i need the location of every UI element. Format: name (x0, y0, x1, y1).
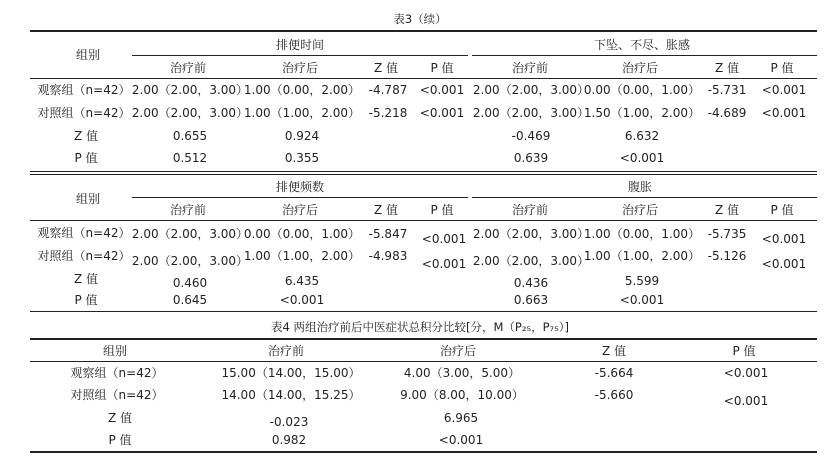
table-row-label: 对照组（n=42） (70, 388, 164, 402)
p-row-label: P 值 (74, 151, 98, 165)
block-b-header-after-b: 治疗后 (621, 203, 659, 217)
block-b-header-p: P 值 (430, 203, 454, 217)
table-row-label: 观察组（n=42） (37, 83, 131, 97)
table-cell: 5.599 (624, 274, 660, 288)
table-cell: 0.639 (513, 151, 549, 165)
table4-header-after: 治疗后 (439, 344, 477, 358)
table-cell: 1.00（0.00，1.00） (583, 227, 701, 241)
block-b-header-before-b: 治疗前 (511, 203, 549, 217)
block-b-header-p-b: P 值 (770, 203, 794, 217)
table-cell: <0.001 (619, 151, 665, 165)
block-b-header-z-b: Z 值 (714, 203, 740, 217)
block-b-bottom-rule (30, 311, 817, 312)
table-row-label: 对照组（n=42） (37, 249, 131, 263)
table4-bottom-rule (30, 451, 817, 453)
block-b-top-rule-1 (30, 171, 817, 172)
block-a-header-after: 治疗后 (281, 61, 319, 75)
block-b-header-z: Z 值 (373, 203, 399, 217)
block-a-sub-rule-left (132, 55, 468, 56)
z-row-label: Z 值 (107, 411, 133, 425)
table-cell: 1.00（1.00，2.00） (243, 249, 361, 263)
block-a-header-rule (30, 78, 817, 79)
block-a-header-z-b: Z 值 (714, 61, 740, 75)
block-a-header-z: Z 值 (373, 61, 399, 75)
table-cell: <0.001 (761, 83, 807, 97)
table-cell: 0.00（0.00，1.00） (583, 83, 701, 97)
table-cell: 0.645 (172, 293, 208, 307)
table-cell: 0.924 (284, 129, 320, 143)
table-cell: 1.00（1.00，2.00） (243, 106, 361, 120)
table-cell: 1.00（1.00，2.00） (583, 249, 701, 263)
table-cell: -4.983 (368, 249, 408, 263)
table-cell: <0.001 (421, 232, 467, 246)
block-a-sub-rule-right (472, 55, 817, 56)
table-cell: 0.655 (172, 129, 208, 143)
table-cell: -4.689 (707, 106, 747, 120)
block-a-header-p: P 值 (430, 61, 454, 75)
table-cell: 2.00（2.00，3.00） (472, 254, 590, 268)
table-cell: 9.00（8.00，10.00） (400, 388, 524, 402)
table4-header-rule (30, 361, 817, 362)
table4-header-z: Z 值 (601, 344, 627, 358)
table-cell: 14.00（14.00，15.25） (221, 388, 361, 402)
table4-header-p: P 值 (732, 344, 756, 358)
table-cell: 4.00（3.00，5.00） (403, 366, 521, 380)
table-cell: 2.00（2.00，3.00） (472, 83, 590, 97)
table-cell: -5.126 (707, 249, 747, 263)
z-row-label: Z 值 (73, 272, 99, 286)
table-cell: 0.436 (513, 276, 549, 290)
block-b-sub-rule-right (472, 197, 817, 198)
table-row-label: 对照组（n=42） (37, 106, 131, 120)
table-cell: 0.460 (172, 276, 208, 290)
table-cell: 0.663 (513, 293, 549, 307)
table-cell: 0.982 (271, 433, 307, 447)
table-cell: <0.001 (761, 106, 807, 120)
table-row-label: 观察组（n=42） (37, 226, 131, 240)
table-cell: 2.00（2.00，3.00） (131, 227, 249, 241)
table4-header-group: 组别 (102, 344, 128, 358)
table-cell: 6.435 (284, 274, 320, 288)
table-cell: 0.512 (172, 151, 208, 165)
block-b-title-frequency: 排便频数 (275, 180, 325, 194)
table-cell: -4.787 (368, 83, 408, 97)
table-cell: -5.731 (707, 83, 747, 97)
block-a-header-p-b: P 值 (770, 61, 794, 75)
table-cell: 0.355 (284, 151, 320, 165)
table-cell: 0.00（0.00，1.00） (243, 227, 361, 241)
table-cell: <0.001 (438, 433, 484, 447)
table-cell: <0.001 (761, 257, 807, 271)
block-b-header-after: 治疗后 (281, 203, 319, 217)
table-row-label: 观察组（n=42） (70, 366, 164, 380)
p-row-label: P 值 (74, 293, 98, 307)
table-cell: <0.001 (419, 83, 465, 97)
table3-caption: 表3（续） (393, 12, 447, 26)
z-row-label: Z 值 (73, 129, 99, 143)
table-cell: <0.001 (619, 293, 665, 307)
block-b-header-before: 治疗前 (169, 203, 207, 217)
table-cell: 6.965 (443, 411, 479, 425)
table-cell: 1.50（1.00，2.00） (583, 106, 701, 120)
block-a-title-tenesmus: 下坠、不尽、胀感 (593, 38, 691, 52)
block-b-sub-rule-left (132, 197, 468, 198)
table4-caption: 表4 两组治疗前后中医症状总积分比较[分，M（P₂₅，P₇₅）] (271, 320, 569, 334)
table-cell: <0.001 (421, 257, 467, 271)
block-b-group-header: 组别 (75, 192, 101, 206)
table-cell: <0.001 (761, 232, 807, 246)
table-cell: -0.023 (269, 415, 309, 429)
table-cell: 2.00（2.00，3.00） (472, 106, 590, 120)
table-cell: 2.00（2.00，3.00） (131, 83, 249, 97)
block-b-title-bloating: 腹胀 (627, 180, 653, 194)
table4-top-rule (30, 338, 817, 340)
table-cell: -5.664 (594, 366, 634, 380)
block-a-title-defecation-time: 排便时间 (275, 38, 325, 52)
table-cell: 2.00（2.00，3.00） (472, 227, 590, 241)
table-cell: -5.660 (594, 388, 634, 402)
table-cell: 15.00（14.00，15.00） (221, 366, 361, 380)
table-cell: -0.469 (511, 129, 551, 143)
block-a-top-rule (30, 30, 817, 32)
block-a-group-header: 组别 (75, 48, 101, 62)
block-a-header-after-b: 治疗后 (621, 61, 659, 75)
block-b-header-rule (30, 220, 817, 221)
table-cell: 2.00（2.00，3.00） (131, 106, 249, 120)
table-cell: -5.218 (368, 106, 408, 120)
table-cell: 2.00（2.00，3.00） (131, 254, 249, 268)
block-b-top-rule-2 (30, 174, 817, 175)
p-row-label: P 值 (108, 433, 132, 447)
table-cell: 6.632 (624, 129, 660, 143)
table-cell: <0.001 (723, 366, 769, 380)
table-cell: -5.735 (707, 227, 747, 241)
table-cell: -5.847 (368, 227, 408, 241)
table-cell: <0.001 (279, 293, 325, 307)
table-cell: 1.00（0.00，2.00） (243, 83, 361, 97)
table-cell: <0.001 (419, 106, 465, 120)
table4-header-before: 治疗前 (267, 344, 305, 358)
block-a-header-before: 治疗前 (169, 61, 207, 75)
block-a-header-before-b: 治疗前 (511, 61, 549, 75)
table-cell: <0.001 (723, 394, 769, 408)
